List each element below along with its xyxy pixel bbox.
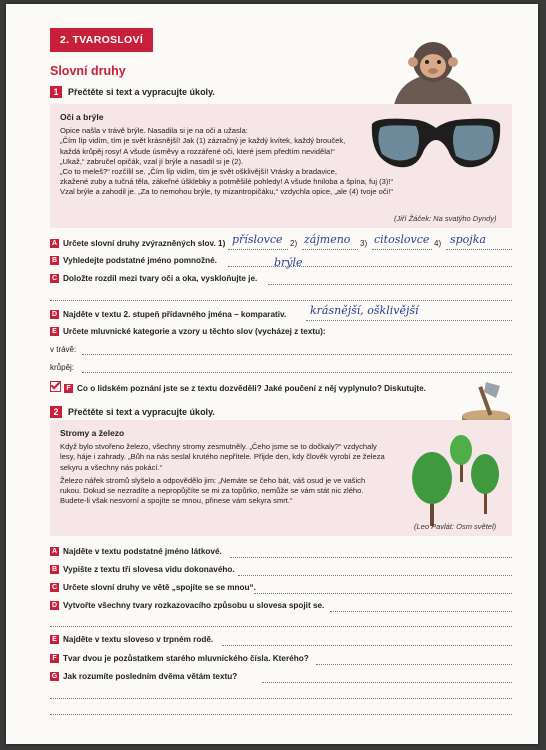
answer-label-4: 4) bbox=[434, 239, 442, 248]
answer-line[interactable] bbox=[306, 320, 512, 321]
task1-question-e bbox=[50, 327, 326, 336]
text1-line: Vzal brýle a zahodil je. „Za to nemohou brýle, ty mizantropičáku,“ vzdychla opice, „ale (4) tvoje oči!“ bbox=[60, 187, 394, 197]
text1-title: Oči a brýle bbox=[60, 112, 104, 122]
question-text: Jak rozumíte posledním dvěma větám textu? bbox=[63, 672, 238, 681]
monkey-illustration bbox=[388, 38, 478, 110]
question-text: Vyhledejte podstatné jméno pomnožné. bbox=[63, 256, 217, 265]
question-letter: G bbox=[51, 673, 58, 680]
question-letter: D bbox=[51, 602, 58, 609]
text2-line: Když bylo stvořeno železo, všechny stromy zesmutněly. „Čeho jsme se to dočkaly?“ vzdychaly bbox=[60, 442, 377, 452]
task-number-2: 2 bbox=[50, 406, 62, 418]
answer-line[interactable] bbox=[254, 593, 512, 594]
trees-illustration bbox=[406, 432, 510, 528]
question-text: Doložte rozdíl mezi tvary oči a oka, vyskloňujte je. bbox=[63, 274, 258, 283]
task2-instruction: Přečtěte si text a vypracujte úkoly. bbox=[68, 407, 215, 417]
question-text: Tvar dvou je pozůstatkem starého mluvnického čísla. Kterého? bbox=[63, 654, 309, 663]
question-letter: B bbox=[51, 566, 58, 573]
text1-line: „Ukaž,“ zabručel opičák, vzal jí brýle a nasadil si je (2). bbox=[60, 156, 244, 166]
answer-line[interactable] bbox=[302, 249, 358, 250]
question-letter: A bbox=[51, 548, 58, 555]
handwritten-answer: citoslovce bbox=[374, 233, 430, 246]
text1-line: „Co to meleš?“ rozčílil se. „Čím líp vidím, tím je svět ošklivější! Vrásky a bradavice, bbox=[60, 167, 337, 177]
answer-line[interactable] bbox=[228, 266, 512, 267]
text2-author: (Leo Pavlát: Osm světel) bbox=[414, 522, 497, 531]
answer-line[interactable] bbox=[50, 698, 512, 699]
text1-line: zkažené zuby a tučná těla, zákeřné úšklebky a potměšilé pohledy! A všude hniloba a špína, fuj (3)!“ bbox=[60, 177, 394, 187]
text2-line: lesy, háje i zahrady. „Bůh na nás seslal krutého nepřítele. Přijde den, kdy člověk vyrobí ze železa bbox=[60, 452, 385, 462]
text1-line: Opice našla v trávě brýle. Nasadila si je na oči a užasla: bbox=[60, 126, 248, 136]
word-label: krůpěj: bbox=[50, 363, 75, 372]
text2-title: Stromy a železo bbox=[60, 428, 125, 438]
question-text: Vytvořte všechny tvary rozkazovacího způsobu u slovesa spojit se. bbox=[63, 601, 325, 610]
answer-line[interactable] bbox=[228, 249, 288, 250]
handwritten-answer: spojka bbox=[450, 233, 486, 246]
text1 bbox=[60, 112, 460, 198]
task1-instruction: Přečtěte si text a vypracujte úkoly. bbox=[68, 87, 215, 97]
handwritten-answer: krásnější, ošklivější bbox=[310, 304, 419, 317]
answer-line[interactable] bbox=[50, 714, 512, 715]
answer-line[interactable] bbox=[262, 682, 512, 683]
textbook-page bbox=[6, 4, 538, 744]
answer-label-3: 3) bbox=[360, 239, 368, 248]
question-text: Najděte v textu podstatné jméno látkové. bbox=[63, 547, 222, 556]
task2-question-f bbox=[50, 654, 309, 663]
discussion-check-icon bbox=[50, 381, 61, 392]
task2-question-d bbox=[50, 601, 324, 610]
text1-line: každá krůpěj rosy! A všude úsměvy a rozzářené oči, které jsem předtím neviděla!“ bbox=[60, 146, 335, 156]
question-text: Určete mluvnické kategorie a vzory u těchto slov (vycházej z textu): bbox=[63, 327, 326, 336]
answer-line[interactable] bbox=[268, 284, 512, 285]
answer-line[interactable] bbox=[330, 611, 512, 612]
answer-label-2: 2) bbox=[290, 239, 298, 248]
answer-line[interactable] bbox=[230, 557, 512, 558]
question-text: Najděte v textu sloveso v trpném rodě. bbox=[63, 635, 214, 644]
handwritten-answer: příslovce bbox=[232, 233, 283, 246]
task2-question-e bbox=[50, 635, 213, 644]
text2-line: rukou. Dokud se nezradíte a nepropůjčíte se mi za topůrko, nemůže se vám stát nic zlého. bbox=[60, 486, 364, 496]
answer-line[interactable] bbox=[82, 354, 512, 355]
text1-author: (Jiří Žáček: Na svatýho Dyndy) bbox=[394, 214, 497, 223]
chapter-header: 2. TVAROSLOVÍ bbox=[50, 28, 153, 52]
task2-question-b bbox=[50, 565, 235, 574]
task1-question-a bbox=[50, 239, 225, 248]
question-letter: C bbox=[51, 584, 58, 591]
task2-question-a bbox=[50, 547, 222, 556]
task1-question-d bbox=[50, 310, 286, 319]
question-text: Určete slovní druhy zvýrazněných slov. 1) bbox=[63, 239, 226, 248]
text2-line: sekyru a všechny nás pokácí.“ bbox=[60, 462, 163, 472]
question-text: Co o lidském poznání jste se z textu dozvěděli? Jaké poučení z něj vyplynulo? Diskutujte. bbox=[77, 384, 426, 393]
answer-line[interactable] bbox=[50, 300, 512, 301]
question-letter: D bbox=[51, 311, 58, 318]
question-text: Určete slovní druhy ve větě „spojíte se se mnou“. bbox=[63, 583, 256, 592]
task1-question-f bbox=[50, 381, 426, 393]
section-title: Slovní druhy bbox=[50, 64, 126, 78]
question-text: Vypište z textu tři slovesa vidu dokonavého. bbox=[63, 565, 235, 574]
answer-line[interactable] bbox=[316, 664, 512, 665]
task-number-1: 1 bbox=[50, 86, 62, 98]
question-letter: F bbox=[50, 654, 59, 663]
word-label: v trávě: bbox=[50, 345, 77, 354]
answer-line[interactable] bbox=[238, 575, 512, 576]
text2 bbox=[60, 428, 420, 506]
question-letter: E bbox=[50, 327, 59, 336]
text1-line: „Čím líp vidím, tím je svět krásnější! Jak (1) zázračný je každý kvítek, každý brouček, bbox=[60, 136, 346, 146]
question-letter: B bbox=[51, 257, 58, 264]
text2-line: Budete-li však nesvorní a spojíte se mnou, přinese vám sekyra smrt.“ bbox=[60, 496, 293, 506]
question-letter: C bbox=[51, 275, 58, 282]
question-text: Najděte v textu 2. stupeň přídavného jména – komparativ. bbox=[63, 310, 287, 319]
task1-question-b bbox=[50, 256, 217, 265]
task2-question-g bbox=[50, 672, 237, 681]
handwritten-answer: brýle bbox=[274, 256, 303, 269]
question-letter: E bbox=[50, 635, 59, 644]
task1-question-c bbox=[50, 274, 257, 283]
task2-question-c bbox=[50, 583, 256, 592]
handwritten-answer: zájmeno bbox=[304, 233, 351, 246]
question-letter: F bbox=[64, 384, 73, 393]
answer-line[interactable] bbox=[222, 645, 512, 646]
question-letter: A bbox=[51, 240, 58, 247]
answer-line[interactable] bbox=[82, 372, 512, 373]
answer-line[interactable] bbox=[446, 249, 512, 250]
text2-line: Železo nářek stromů slyšelo a odpovědělo jim: „Nemáte se čeho bát, váš osud je ve vašich bbox=[60, 475, 366, 485]
answer-line[interactable] bbox=[50, 626, 512, 627]
answer-line[interactable] bbox=[372, 249, 432, 250]
